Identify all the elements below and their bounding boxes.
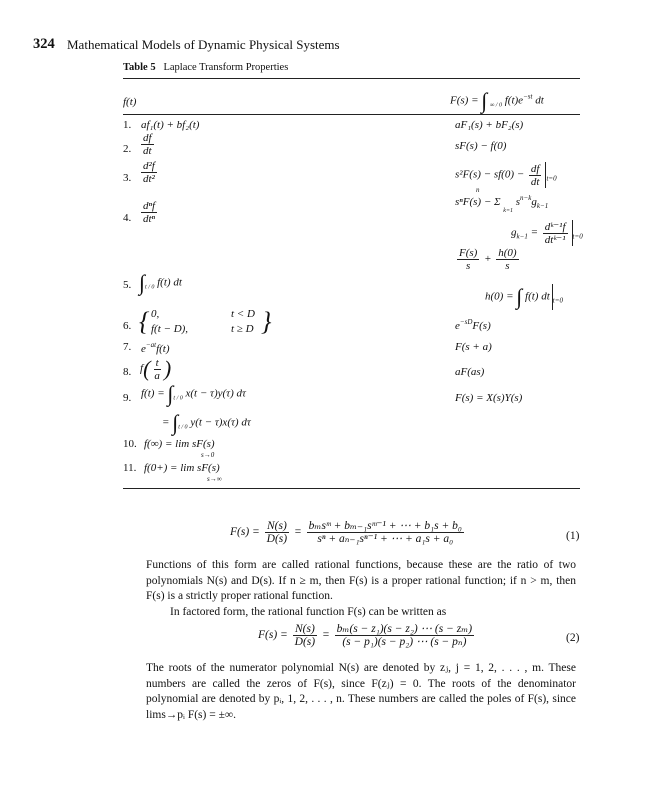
row2-left-num: df xyxy=(143,132,152,144)
right-brace-icon: } xyxy=(261,307,272,336)
row8-right: aF(as) xyxy=(455,366,485,378)
row6-cond-b: t ≥ D xyxy=(231,323,254,335)
eq1-D: D(s) xyxy=(266,533,288,545)
row4-right-num: dᵏ⁻¹f xyxy=(544,220,566,233)
col-header-ft: f(t) xyxy=(123,96,137,108)
col-header-Fs-rhs: f(t)e xyxy=(504,94,524,107)
row5-F-den: s xyxy=(466,260,471,272)
row11-left: f(0+) = lim sF(s) xyxy=(144,462,220,474)
row7-num: 7. xyxy=(123,341,132,353)
row5-num: 5. xyxy=(123,279,132,291)
row3-eval: t=0 xyxy=(546,174,557,183)
row4-right-b xyxy=(511,220,583,246)
row4-g-sub: k−1 xyxy=(536,202,549,210)
row7-left xyxy=(141,341,170,355)
table-caption-text: Laplace Transform Properties xyxy=(163,62,289,73)
integral-limits: ∞ / 0 xyxy=(490,102,502,109)
row3-left-num: d²f xyxy=(143,160,155,172)
row5-plus: + xyxy=(484,253,492,266)
row3-num: 3. xyxy=(123,172,132,184)
row6-case-a: 0, xyxy=(151,308,160,320)
table-bottom-rule xyxy=(123,488,580,489)
row8-num: 8. xyxy=(123,366,132,378)
equation-1 xyxy=(230,520,466,545)
table-header-rule xyxy=(123,114,580,115)
integral-sign: ∫ xyxy=(139,270,146,295)
row10-left: f(∞) = lim sF(s) xyxy=(144,438,215,450)
row9-limits: t / 0 xyxy=(173,395,183,402)
row5-eval: t=0 xyxy=(552,296,563,305)
left-brace-icon: { xyxy=(139,307,150,336)
row4-eq: = xyxy=(530,226,539,239)
paragraph-factored-form: In factored form, the rational function F(s) can be written as xyxy=(170,606,447,618)
row9-right: F(s) = X(s)Y(s) xyxy=(455,392,523,404)
equation-2-number: (2) xyxy=(566,632,580,644)
row9-num: 9. xyxy=(123,392,132,404)
row4-gk: g xyxy=(511,226,517,239)
row5-right-b xyxy=(485,284,563,310)
row6-right xyxy=(455,318,491,332)
equation-1-number: (1) xyxy=(566,530,580,542)
row3-right xyxy=(455,162,557,188)
eq1-num: bₘsᵐ + bₘ₋₁sᵐ⁻¹ + ⋯ + b₁s + b₀ xyxy=(308,520,462,532)
paragraph-zeros-poles: The roots of the numerator polynomial N(s) are denoted by zⱼ, j = 1, 2, . . . , m. These numbers are called the zeros of F(s), since F(zⱼ) = 0. The roots of the denominator polynomial are denoted by pᵢ, 1, 2, . . . , n. These numbers are called the poles of F(s), since lims→pᵢ F(s) = ±∞. xyxy=(146,662,576,721)
row4-eval: t=0 xyxy=(572,232,583,241)
row7-e: e xyxy=(141,343,146,355)
row4-left-num: dⁿf xyxy=(143,200,156,212)
row8-num-t: t xyxy=(155,356,159,369)
row4-right-den: dtᵏ⁻¹ xyxy=(544,233,566,246)
row1-right: aF₁(s) + bF₂(s) xyxy=(455,119,524,131)
row5-limits: t / 0 xyxy=(145,284,155,291)
integral-sign: ∫ xyxy=(167,381,174,406)
row9-left xyxy=(141,383,246,405)
equation-2 xyxy=(258,623,476,648)
row2-num: 2. xyxy=(123,143,132,155)
row9b-limits: t / 0 xyxy=(178,424,188,431)
eq2-lhs: F(s) = xyxy=(258,629,288,642)
row6-num: 6. xyxy=(123,320,132,332)
row4-s-exp: n−k xyxy=(520,194,532,202)
eq1-eq: = xyxy=(294,526,302,539)
row7-tail: f(t) xyxy=(156,343,170,355)
row6-cond-a: t < D xyxy=(231,308,255,320)
row6-exp: −sD xyxy=(459,318,473,326)
row4-sum-top: n xyxy=(476,186,480,194)
table-caption xyxy=(123,62,288,73)
row10-sub: s→0 xyxy=(201,451,215,459)
eq2-N: N(s) xyxy=(294,623,315,635)
row4-left-den: dtⁿ xyxy=(143,213,156,225)
row11-sub: s→∞ xyxy=(207,475,222,483)
row2-left xyxy=(139,132,156,157)
paren-open-icon: ( xyxy=(143,356,151,381)
row5-h-int: f(t) dt xyxy=(525,290,550,303)
row8-den-a: a xyxy=(154,369,160,382)
col-header-dt: dt xyxy=(535,94,544,107)
row4-g: g xyxy=(531,196,537,208)
row9b-eq: = xyxy=(162,416,170,429)
row5-right-a xyxy=(455,247,521,272)
row5-integrand: f(t) dt xyxy=(157,276,182,289)
row6-tail: F(s) xyxy=(472,320,491,332)
row3-right-num: df xyxy=(530,162,540,175)
row4-gk-sub: k−1 xyxy=(516,232,528,241)
table-top-rule xyxy=(123,78,580,79)
row7-right: F(s + a) xyxy=(455,341,492,353)
row6-e: e xyxy=(455,320,460,332)
paren-close-icon: ) xyxy=(163,356,172,381)
row4-right-lhs: sⁿF(s) − Σ xyxy=(455,196,501,208)
row9-integrand: x(t − τ)y(τ) dτ xyxy=(185,387,246,400)
col-header-exp: −st xyxy=(523,92,533,101)
row8-left xyxy=(140,356,171,382)
row9b-integrand: y(t − τ)x(τ) dτ xyxy=(190,416,251,429)
integral-sign: ∫ xyxy=(516,284,523,309)
row6-case-b: f(t − D), xyxy=(151,323,189,335)
row3-right-a: s²F(s) − sf(0) − xyxy=(455,168,525,181)
row9-lhs: f(t) = xyxy=(141,387,165,400)
row1-left: af₁(t) + bf₂(t) xyxy=(141,119,200,131)
table-caption-label: Table 5 xyxy=(123,62,156,73)
row4-left xyxy=(139,200,159,225)
row3-right-den: dt xyxy=(530,175,540,188)
eq2-D: D(s) xyxy=(294,636,316,648)
row7-exp: −at xyxy=(145,341,157,349)
row5-h-den: s xyxy=(505,260,510,272)
row4-s: s xyxy=(515,196,521,208)
row11-num: 11. xyxy=(123,462,137,474)
row3-left-den: dt² xyxy=(143,173,155,185)
eq2-den: (s − p₁)(s − p₂) ⋯ (s − pₙ) xyxy=(342,636,467,648)
row2-right: sF(s) − f(0) xyxy=(455,140,507,152)
eq1-lhs: F(s) = xyxy=(230,526,260,539)
eq1-N: N(s) xyxy=(266,520,287,532)
row9b-left xyxy=(162,412,251,434)
eq1-den: sⁿ + aₙ₋₁sⁿ⁻¹ + ⋯ + a₁s + a₀ xyxy=(317,533,454,545)
row5-left xyxy=(139,272,182,294)
row4-num: 4. xyxy=(123,212,132,224)
row3-left xyxy=(139,160,159,185)
row5-F-num: F(s) xyxy=(459,247,478,259)
row5-h: h(0) = xyxy=(485,290,514,303)
eq2-num: bₘ(s − z₁)(s − z₂) ⋯ (s − zₘ) xyxy=(336,623,473,635)
page-number: 324 xyxy=(33,36,55,52)
row1-num: 1. xyxy=(123,119,132,131)
paragraph-rational-functions: Functions of this form are called rational functions, because these are the ratio of two polynomials N(s) and D(s). If n ≥ m, then F(s) is a proper rational function; if n > m, then F(s) is a strictly proper rational function. xyxy=(146,559,576,602)
row5-h-num: h(0) xyxy=(498,247,517,259)
row8-f: f xyxy=(140,362,144,375)
eq2-eq: = xyxy=(322,629,330,642)
col-header-Fs-lhs: F(s) = xyxy=(450,94,479,107)
row10-num: 10. xyxy=(123,438,137,450)
row2-left-den: dt xyxy=(143,145,152,157)
col-header-Fs xyxy=(450,90,544,112)
running-title: Mathematical Models of Dynamic Physical Systems xyxy=(67,37,340,52)
row4-right-a xyxy=(455,194,548,214)
integral-sign: ∫ xyxy=(481,88,488,113)
integral-sign: ∫ xyxy=(172,410,179,435)
row4-sum-bot: k=1 xyxy=(503,208,513,214)
